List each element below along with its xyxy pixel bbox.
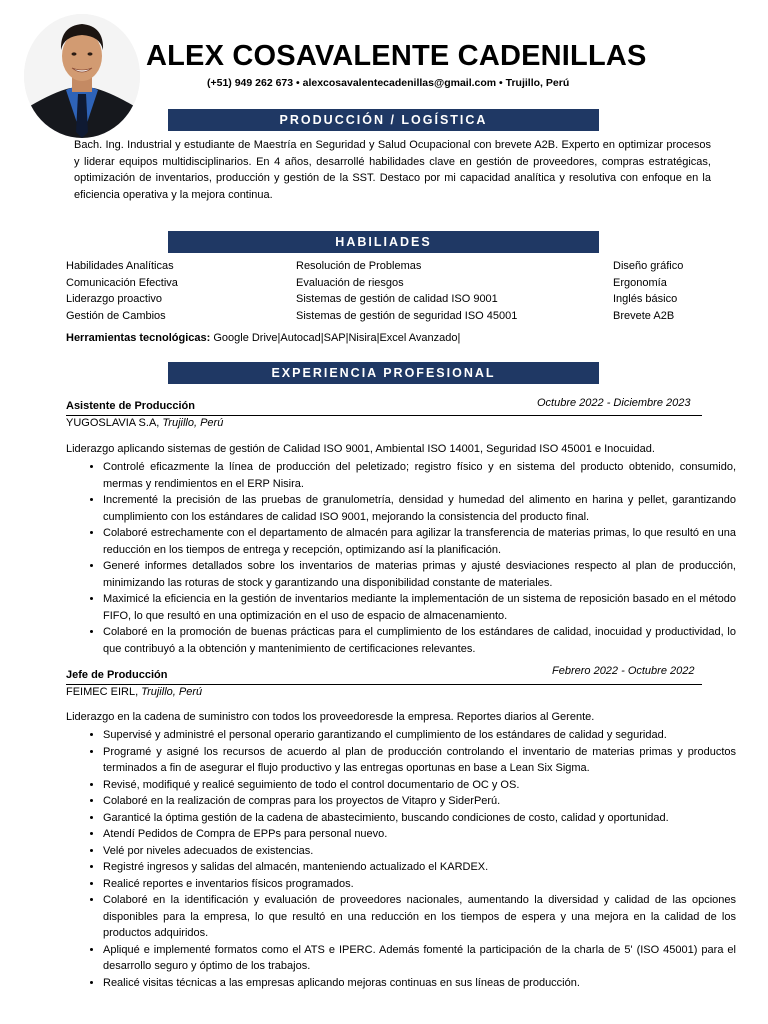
profile-photo [24,14,140,138]
list-item: • Colaboré estrechamente con el departamento de almacén para agilizar la transferencia de materias primas, lo que resultó en una reducción en los tiempos de entrega y recepción, optimizando así la planificación. [103,525,736,558]
company-name: FEIMEC EIRL, [66,686,139,698]
tools-label: Herramientas tecnológicas: [66,332,211,344]
list-item: • Supervisé y administré el personal operario garantizando el cumplimiento de los estándares de calidad y seguridad. [103,727,736,744]
list-item: • Controlé eficazmente la línea de producción del peletizado; registro físico y en sistema del producto obtenido, consumido, mermas y rendimientos en el ERP Nisira. [103,459,736,492]
company-name: YUGOSLAVIA S.A, [66,417,160,429]
skill-item: Resolución de Problemas [296,260,422,272]
list-item: • Colaboré en la promoción de buenas prácticas para el cumplimiento de los estándares de calidad, inocuidad y productividad, lo que contribuyó a la obtención y mantenimiento de certificaciones relevantes. [103,624,736,657]
job-intro: Liderazgo en la cadena de suministro con todos los proveedoresde la empresa. Reportes diarios al Gerente. [66,711,595,723]
list-item: • Revisé, modifiqué y realicé seguimiento de todo el control documentario de OC y OS. [103,777,736,794]
skill-item: Inglés básico [613,293,678,305]
skill-item: Habilidades Analíticas [66,260,174,272]
job-dates: Febrero 2022 - Octubre 2022 [552,665,695,677]
list-item: • Velé por niveles adecuados de existencias. [103,843,736,860]
skill-item: Comunicación Efectiva [66,276,178,289]
skills-column-3 [613,258,683,324]
skill-item: Sistemas de gestión de seguridad ISO 45001 [296,309,518,322]
section-header-experience: EXPERIENCIA PROFESIONAL [168,362,599,384]
job-title: Jefe de Producción [66,669,168,681]
skill-item: Brevete A2B [613,309,675,322]
list-item: • Realicé visitas técnicas a las empresas aplicando mejoras continuas en sus líneas de producción. [103,975,736,992]
list-item: • Colaboré en la identificación y evaluación de proveedores nacionales, aumentando la diversidad y calidad de las opciones disponibles para la empresa, lo que resultó en una reducción en los tiempos de espera y una mejora en la calidad de los productos adquiridos. [103,892,736,942]
section-header-skills: HABILIADES [168,231,599,253]
contact-line: (+51) 949 262 673 • alexcosavalentecadenillas@gmail.com • Trujillo, Perú [207,77,570,89]
skill-item: Ergonomía [613,276,667,289]
list-item: • Programé y asigné los recursos de acuerdo al plan de producción controlando el inventario de materias primas y productos terminados a fin de asegurar el flujo productivo y las entregas oportunas en base a Lean Six Sigma. [103,744,736,777]
skill-item: Liderazgo proactivo [66,293,163,305]
skill-item: Diseño gráfico [613,260,684,272]
job-title: Asistente de Producción [66,400,195,412]
job-bullet-list [86,459,736,657]
list-item: • Realicé reportes e inventarios físicos programados. [103,876,736,893]
company-location: Trujillo, Perú [159,417,224,429]
list-item: • Colaboré en la realización de compras para los proyectos de Vitapro y SiderPerú. [103,793,736,810]
list-item: • Atendí Pedidos de Compra de EPPs para personal nuevo. [103,826,736,843]
tools-value: Google Drive|Autocad|SAP|Nisira|Excel Avanzado| [210,332,461,344]
job-divider [66,684,702,685]
skill-item: Gestión de Cambios [66,309,166,322]
list-item: • Apliqué e implementé formatos como el ATS e IPERC. Además fomenté la participación de la charla de 5' (ISO 45001) para el desarrollo seguro y óptimo de los trabajos. [103,942,736,975]
skills-column-2 [296,258,517,324]
company-line [66,686,202,698]
company-line [66,417,223,429]
list-item: • Garanticé la óptima gestión de la cadena de abastecimiento, buscando condiciones de costo, calidad y oportunidad. [103,810,736,827]
list-item: • Generé informes detallados sobre los inventarios de materias primas y ajusté desviaciones respecto al plan de producción, minimizando las roturas de stock y garantizando una disponibilidad constante de materiales. [103,558,736,591]
skills-column-1 [66,258,178,324]
skill-item: Evaluación de riesgos [296,276,404,289]
profile-summary: Bach. Ing. Industrial y estudiante de Maestría en Seguridad y Salud Ocupacional con brevete A2B. Experto en optimizar procesos y liderar equipos multidisciplinarios. En 4 años, desarrollé habilidades clave en gestión de proveedores, compras estratégicas, optimización de inventarios, producción y gestión de la SST. Destaco por mi capacidad analítica y resolutiva con enfoque en la eficiencia operativa y la mejora continua. [74,139,711,201]
job-divider [66,415,702,416]
list-item: • Incrementé la precisión de las pruebas de granulometría, densidad y humedad del alimento en harina y pellet, garantizando cumplimiento con los estándares de calidad ISO 9001, mejorando la consistencia del producto final. [103,492,736,525]
job-dates: Octubre 2022 - Diciembre 2023 [537,397,691,409]
job-bullet-list [86,727,736,991]
company-location: Trujillo, Perú [138,686,203,698]
skill-item: Sistemas de gestión de calidad ISO 9001 [296,293,498,305]
section-header-profile: PRODUCCIÓN / LOGÍSTICA [168,109,599,131]
candidate-name: ALEX COSAVALENTE CADENILLAS [146,40,647,72]
job-intro: Liderazgo aplicando sistemas de gestión de Calidad ISO 9001, Ambiental ISO 14001, Seguridad ISO 45001 e Inocuidad. [66,443,655,455]
tools-line [66,332,460,344]
list-item: • Maximicé la eficiencia en la gestión de inventarios mediante la implementación de un sistema de reposición basado en el método FIFO, lo que resultó en una optimización en el uso de espacio de almacenamiento. [103,591,736,624]
list-item: • Registré ingresos y salidas del almacén, manteniendo actualizado el KARDEX. [103,859,736,876]
